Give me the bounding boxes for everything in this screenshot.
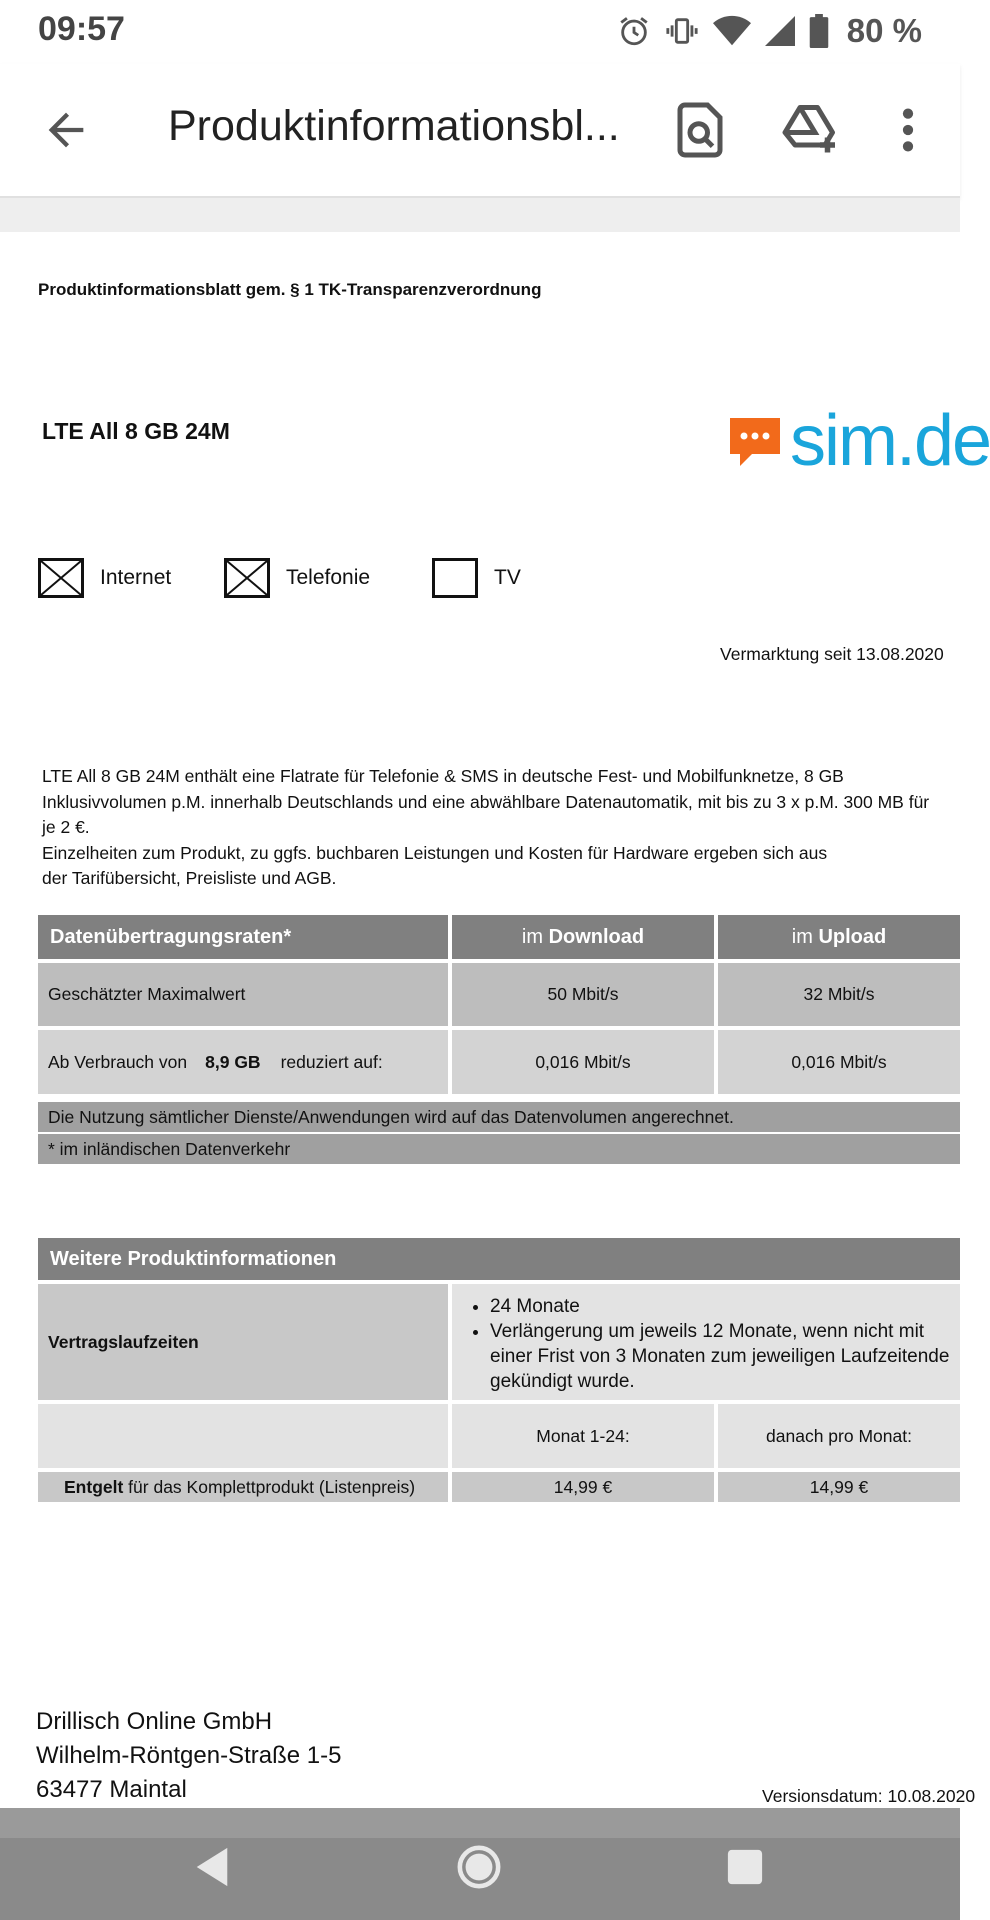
max-upload-value: 32 Mbit/s [718, 963, 960, 1030]
checkbox-label: TV [494, 566, 521, 589]
nav-recents-icon[interactable] [726, 1848, 764, 1886]
document-header: Produktinformationsblatt gem. § 1 TK-Transparenzverordnung [38, 280, 542, 299]
company-line: 63477 Maintal [36, 1776, 187, 1803]
checkbox-telefonie [224, 558, 370, 598]
rates-table-title: Datenübertragungsraten* [38, 915, 452, 963]
find-in-document-icon[interactable] [670, 100, 730, 160]
nav-back-icon[interactable] [192, 1846, 232, 1888]
header-prefix: im [521, 925, 549, 948]
battery-percent: 80 % [846, 12, 922, 49]
month-1-24-header: Monat 1-24: [452, 1404, 718, 1472]
status-time: 09:57 [38, 10, 125, 48]
product-description [42, 764, 982, 892]
upload-column-header [718, 915, 960, 963]
header-prefix: im [791, 925, 819, 948]
download-column-header [452, 915, 718, 963]
checkbox-tv [432, 558, 521, 598]
vibrate-icon [665, 14, 699, 48]
header-bold: Download [548, 925, 645, 948]
sim-de-logo [726, 400, 990, 482]
checkbox-label: Internet [100, 566, 172, 589]
reduced-speed-label [38, 1030, 452, 1098]
info-table-title: Weitere Produktinformationen [38, 1238, 960, 1284]
max-download-value: 50 Mbit/s [452, 963, 718, 1030]
nav-home-icon[interactable] [456, 1844, 502, 1890]
reduced-upload-value: 0,016 Mbit/s [718, 1030, 960, 1098]
app-bar [0, 64, 960, 198]
checked-box-icon [38, 558, 84, 598]
empty-cell [38, 1404, 452, 1472]
fee-month-value: 14,99 € [452, 1472, 718, 1506]
chat-bubble-logo-icon [726, 412, 784, 470]
alarm-icon [617, 14, 651, 48]
logo-text: sim.de [790, 401, 990, 481]
document-title: Produktinformationsbl... [168, 102, 620, 150]
description-line: je 2 €. [42, 817, 90, 837]
term-item: • 24 Monate [490, 1294, 950, 1319]
checked-box-icon [224, 558, 270, 598]
marketing-since: Vermarktung seit 13.08.2020 [720, 644, 944, 664]
battery-icon [809, 14, 829, 48]
fee-label-bold: Entgelt [64, 1476, 124, 1497]
fee-after-value: 14,99 € [718, 1472, 960, 1506]
description-line: der Tarifübersicht, Preisliste und AGB. [42, 868, 337, 888]
document-page[interactable] [0, 232, 990, 1808]
document-margin [0, 198, 960, 232]
contract-term-details [452, 1284, 960, 1404]
domestic-note: * im inländischen Datenverkehr [38, 1134, 960, 1164]
company-address [36, 1705, 341, 1807]
checkbox-internet [38, 558, 171, 598]
company-line: Drillisch Online GmbH [36, 1708, 273, 1735]
header-bold: Upload [818, 925, 887, 948]
version-date: Versionsdatum: 10.08.2020 [762, 1786, 976, 1806]
data-rates-table [38, 915, 960, 1098]
reduced-suffix: reduziert auf: [280, 1051, 383, 1072]
description-line: Einzelheiten zum Produkt, zu ggfs. buchbaren Leistungen und Kosten für Hardware ergeben sich aus [42, 842, 828, 863]
product-info-table [38, 1238, 960, 1506]
term-item: • Verlängerung um jeweils 12 Monate, wenn nicht mit einer Frist von 3 Monaten zum jeweiligen Laufzeitende gekündigt wurde. [490, 1319, 950, 1394]
empty-box-icon [432, 558, 478, 598]
signal-icon [765, 15, 795, 47]
contract-term-label: Vertragslaufzeiten [38, 1284, 452, 1404]
back-arrow-icon[interactable] [40, 104, 92, 156]
fee-label-rest: für das Komplettprodukt (Listenpreis) [123, 1476, 416, 1497]
description-line: Inklusivvolumen p.M. innerhalb Deutschlands und eine abwählbare Datenautomatik, mit bis zu 3 x p.M. 300 MB für [42, 791, 930, 812]
navigation-bar [0, 1808, 960, 1920]
product-name: LTE All 8 GB 24M [42, 418, 230, 444]
company-line: Wilhelm-Röntgen-Straße 1-5 [36, 1742, 342, 1769]
wifi-icon [713, 14, 751, 48]
description-line: LTE All 8 GB 24M enthält eine Flatrate für Telefonie & SMS in deutsche Fest- und Mobilfunknetze, 8 GB [42, 766, 844, 786]
reduced-threshold: 8,9 GB [205, 1051, 261, 1072]
status-bar [0, 0, 960, 64]
reduced-prefix: Ab Verbrauch von [48, 1051, 188, 1072]
fee-label [38, 1472, 452, 1506]
add-to-drive-icon[interactable] [780, 100, 840, 160]
status-icons [617, 12, 922, 50]
checkbox-label: Telefonie [286, 566, 371, 589]
navbar-shade [0, 1808, 960, 1838]
after-month-header: danach pro Monat: [718, 1404, 960, 1472]
usage-note: Die Nutzung sämtlicher Dienste/Anwendungen wird auf das Datenvolumen angerechnet. [38, 1102, 960, 1132]
contract-term-list [452, 1294, 950, 1394]
max-value-label: Geschätzter Maximalwert [38, 963, 452, 1030]
reduced-download-value: 0,016 Mbit/s [452, 1030, 718, 1098]
more-options-icon[interactable] [880, 100, 936, 160]
